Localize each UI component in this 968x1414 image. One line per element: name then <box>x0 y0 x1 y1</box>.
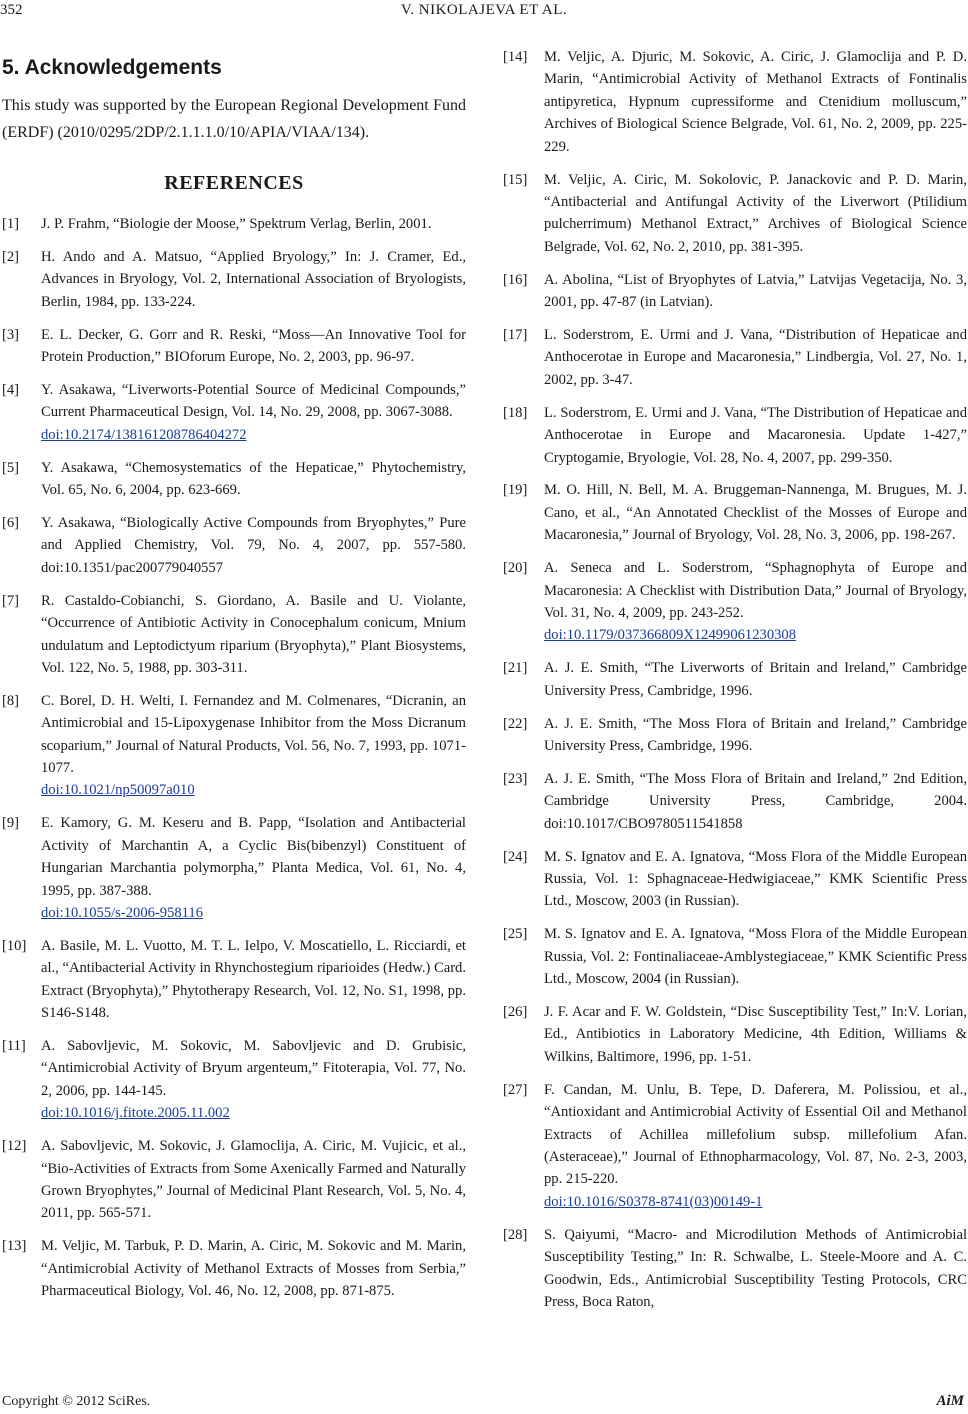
reference-item <box>503 557 967 647</box>
footer-journal: AiM <box>936 1393 964 1409</box>
reference-doi-link[interactable]: doi:10.1016/S0378-8741(03)00149-1 <box>544 1193 763 1210</box>
reference-number: [4] <box>2 381 20 398</box>
reference-number: [11] <box>2 1038 26 1054</box>
reference-text: S. Qaiyumi, “Macro- and Microdilution Methods of Antimicrobial Susceptibility Testing,” In: R. Schwalbe, L. Steele-Moore and A. C. Goodwin, Eds., Antimicrobial Susceptibility Testing Protocols, CRC Press, Boca Raton, <box>544 1226 967 1310</box>
running-header-authors: V. NIKOLAJEVA ET AL. <box>400 2 568 18</box>
reference-item <box>2 590 466 680</box>
reference-number: [28] <box>503 1226 528 1243</box>
reference-text: C. Borel, D. H. Welti, I. Fernandez and M. Colmenares, “Dicranin, an Antimicrobial and 15-Lipoxygenase Inhibitor from the Moss Dicranum scoparium,” Journal of Natural Products, Vol. 56, No. 7, 1993, pp. 1071-1077. <box>41 692 466 777</box>
reference-number: [27] <box>503 1081 528 1098</box>
reference-number: [9] <box>2 815 20 832</box>
right-column <box>503 50 967 1324</box>
reference-number: [5] <box>2 459 20 476</box>
reference-text: A. J. E. Smith, “The Moss Flora of Britain and Ireland,” Cambridge University Press, Cambridge, 1996. <box>544 715 967 754</box>
reference-doi-link[interactable]: doi:10.1021/np50097a010 <box>41 782 195 799</box>
references-title: REFERENCES <box>164 172 304 194</box>
reference-item <box>2 1135 466 1225</box>
reference-number: [10] <box>2 937 27 954</box>
reference-text: A. Sabovljevic, M. Sokovic, M. Sabovljevic and D. Grubisic, “Antimicrobial Activity of Bryum argenteum,” Fitoterapia, Vol. 77, No. 2, 2006, pp. 144-145. <box>41 1038 466 1099</box>
reference-number: [12] <box>2 1138 27 1155</box>
reference-item <box>503 324 967 391</box>
reference-text: A. Sabovljevic, M. Sokovic, J. Glamoclija, A. Ciric, M. Vujicic, et al., “Bio-Activities of Extracts from Some Axenically Farmed and Naturally Grown Bryophytes,” Journal of Medicinal Plant Research, Vol. 5, No. 4, 2011, pp. 565-571. <box>41 1138 466 1222</box>
reference-number: [16] <box>503 271 528 288</box>
reference-number: [25] <box>503 926 528 943</box>
reference-text: M. Veljic, A. Ciric, M. Sokolovic, P. Janackovic and P. D. Marin, “Antibacterial and Antifungal Activity of the Liverwort (Ptilidium pulcherrimum) Methanol Extract,” Archives of Biological Science Belgrade, Vol. 62, No. 2, 2010, pp. 381-395. <box>544 171 967 255</box>
reference-number: [14] <box>503 49 528 65</box>
reference-number: [17] <box>503 326 528 343</box>
reference-number: [26] <box>503 1004 528 1021</box>
reference-text: A. J. E. Smith, “The Liverworts of Britain and Ireland,” Cambridge University Press, Cambridge, 1996. <box>544 660 967 699</box>
reference-item <box>503 402 967 469</box>
reference-item <box>2 1235 466 1302</box>
reference-item <box>2 324 466 369</box>
references-list-left <box>2 213 466 1302</box>
reference-number: [22] <box>503 715 528 732</box>
reference-number: [2] <box>2 248 20 265</box>
reference-text: E. Kamory, G. M. Keseru and B. Papp, “Isolation and Antibacterial Activity of Marchantin A, a Cyclic Bis(bibenzyl) Constituent of Hungarian Marchantia polymorpha,” Planta Medica, Vol. 61, No. 4, 1995, pp. 387-388. <box>41 815 466 899</box>
reference-doi-link[interactable]: doi:10.1055/s-2006-958116 <box>41 904 204 921</box>
reference-number: [24] <box>503 848 528 865</box>
reference-item <box>503 1224 967 1314</box>
reference-item <box>503 657 967 702</box>
references-list-right <box>503 46 967 1313</box>
reference-item <box>2 246 466 313</box>
reference-text: Y. Asakawa, “Biologically Active Compounds from Bryophytes,” Pure and Applied Chemistry, Vol. 79, No. 4, 2007, pp. 557-580. doi:10.1351/pac200779040557 <box>41 514 466 576</box>
reference-number: [15] <box>503 171 528 188</box>
reference-text: M. S. Ignatov and E. A. Ignatova, “Moss Flora of the Middle European Russia, Vol. 2: Fontinaliaceae-Amblystegiaceae,” KMK Scientific Press Ltd., Moscow, 2004 (in Russian). <box>544 926 967 988</box>
reference-item <box>503 479 967 546</box>
reference-doi-link[interactable]: doi:10.1179/037366809X12499061230308 <box>544 627 797 644</box>
reference-item <box>2 213 466 235</box>
reference-number: [18] <box>503 404 528 421</box>
reference-text: M. S. Ignatov and E. A. Ignatova, “Moss Flora of the Middle European Russia, Vol. 1: Sphagnaceae-Hedwigiaceae,” KMK Scientific Press Ltd., Moscow, 2003 (in Russian). <box>544 848 967 910</box>
reference-text: H. Ando and A. Matsuo, “Applied Bryology,” In: J. Cramer, Ed., Advances in Bryology, Vol. 2, International Association of Bryologists, Berlin, 1984, pp. 133-224. <box>41 248 466 310</box>
reference-text: L. Soderstrom, E. Urmi and J. Vana, “The Distribution of Hepaticae and Anthocerotae in Europe and Macaronesia. Update 1-427,” Cryptogamie, Bryologie, Vol. 28, No. 4, 2007, pp. 299-350. <box>544 404 967 466</box>
reference-number: [8] <box>2 692 20 709</box>
reference-text: M. O. Hill, N. Bell, M. A. Bruggeman-Nannenga, M. Brugues, M. J. Cano, et al., “An Annotated Checklist of the Mosses of Europe and Macaronesia,” Journal of Bryology, Vol. 28, No. 3, 2006, pp. 198-267. <box>544 482 967 544</box>
reference-item <box>503 269 967 314</box>
reference-item <box>503 713 967 758</box>
reference-text: A. Abolina, “List of Bryophytes of Latvia,” Latvijas Vegetacija, No. 3, 2001, pp. 47-87 (in Latvian). <box>544 271 967 311</box>
reference-text: J. P. Frahm, “Biologie der Moose,” Spektrum Verlag, Berlin, 2001. <box>41 216 432 232</box>
acknowledgements-text: This study was supported by the European Regional Development Fund (ERDF) (2010/0295/2DP/2.1.1.1.0/10/APIA/VIAA/134). <box>2 97 466 141</box>
reference-text: L. Soderstrom, E. Urmi and J. Vana, “Distribution of Hepaticae and Anthocerotae in Europe and Macaronesia,” Lindbergia, Vol. 27, No. 1, 2002, pp. 3-47. <box>544 326 967 388</box>
reference-text: E. L. Decker, G. Gorr and R. Reski, “Moss—An Innovative Tool for Protein Production,” BIOforum Europe, No. 2, 2003, pp. 96-97. <box>41 326 466 366</box>
reference-doi-link[interactable]: doi:10.2174/138161208786404272 <box>41 426 247 443</box>
reference-text: J. F. Acar and F. W. Goldstein, “Disc Susceptibility Test,” In:V. Lorian, Ed., Antibiotics in Laboratory Medicine, 4th Edition, Williams & Wilkins, Baltimore, 1996, pp. 1-51. <box>544 1004 967 1065</box>
reference-text: Y. Asakawa, “Chemosystematics of the Hepaticae,” Phytochemistry, Vol. 65, No. 6, 2004, pp. 623-669. <box>41 459 466 499</box>
reference-text: R. Castaldo-Cobianchi, S. Giordano, A. Basile and U. Violante, “Occurrence of Antibiotic Activity in Conocephalum conicum, Mnium undulatum and Leptodictyum riparium (Bryophyta),” Plant Biosystems, Vol. 122, No. 5, 1988, pp. 303-311. <box>41 592 466 676</box>
reference-item <box>503 1079 967 1213</box>
reference-number: [7] <box>2 592 20 609</box>
reference-item <box>2 690 466 802</box>
reference-item <box>503 169 967 259</box>
reference-number: [23] <box>503 770 528 787</box>
reference-number: [13] <box>2 1238 27 1255</box>
reference-number: [21] <box>503 660 528 677</box>
reference-number: [6] <box>2 514 20 531</box>
reference-item <box>2 935 466 1025</box>
reference-number: [1] <box>2 216 20 232</box>
reference-item <box>503 923 967 990</box>
reference-text: F. Candan, M. Unlu, B. Tepe, D. Daferera, M. Polissiou, et al., “Antioxidant and Antimicrobial Activity of Essential Oil and Methanol Extracts of Achillea millefolium subsp. millefolium Afan. (Asteraceae),” Journal of Ethnopharmacology, Vol. 87, No. 2-3, 2003, pp. 215-220. <box>544 1081 967 1188</box>
reference-item <box>2 512 466 579</box>
reference-item <box>2 812 466 924</box>
reference-text: A. J. E. Smith, “The Moss Flora of Britain and Ireland,” 2nd Edition, Cambridge University Press, Cambridge, 2004. doi:10.1017/CBO9780511541858 <box>544 770 967 832</box>
reference-item <box>2 457 466 502</box>
acknowledgements-title: 5. Acknowledgements <box>2 56 222 79</box>
reference-number: [3] <box>2 326 20 343</box>
reference-text: A. Basile, M. L. Vuotto, M. T. L. Ielpo, V. Moscatiello, L. Ricciardi, et al., “Antibacterial Activity in Rhynchostegium riparioides (Hedw.) Card. Extract (Bryophyta),” Phytotherapy Research, Vol. 12, No. S1, 1998, pp. S146-S148. <box>41 937 466 1022</box>
reference-item <box>503 46 967 158</box>
reference-item <box>2 1035 466 1125</box>
reference-text: M. Veljic, M. Tarbuk, P. D. Marin, A. Ciric, M. Sokovic and M. Marin, “Antimicrobial Activity of Methanol Extracts of Mosses from Serbia,” Pharmaceutical Biology, Vol. 46, No. 12, 2008, pp. 871-875. <box>41 1238 466 1300</box>
reference-item <box>503 846 967 913</box>
reference-text: Y. Asakawa, “Liverworts-Potential Source of Medicinal Compounds,” Current Pharmaceutical Design, Vol. 14, No. 29, 2008, pp. 3067-3088. <box>41 381 466 421</box>
reference-text: A. Seneca and L. Soderstrom, “Sphagnophyta of Europe and Macaronesia: A Checklist with Distribution Data,” Journal of Bryology, Vol. 31, No. 4, 2009, pp. 243-252. <box>544 560 967 621</box>
page-number: 352 <box>0 2 23 18</box>
reference-number: [20] <box>503 560 528 577</box>
reference-item <box>2 379 466 446</box>
reference-number: [19] <box>503 482 528 499</box>
reference-text: M. Veljic, A. Djuric, M. Sokovic, A. Ciric, J. Glamoclija and P. D. Marin, “Antimicrobial Activity of Methanol Extracts of Fontinalis antipyretica, Hypnum cupressiforme and Ctenidium molluscum,” Archives of Biological Science Belgrade, Vol. 61, No. 2, 2009, pp. 225-229. <box>544 49 967 155</box>
reference-item <box>503 768 967 835</box>
reference-item <box>503 1001 967 1068</box>
reference-doi-link[interactable]: doi:10.1016/j.fitote.2005.11.002 <box>41 1105 230 1122</box>
left-column <box>2 50 466 1313</box>
footer-copyright: Copyright © 2012 SciRes. <box>2 1394 151 1409</box>
